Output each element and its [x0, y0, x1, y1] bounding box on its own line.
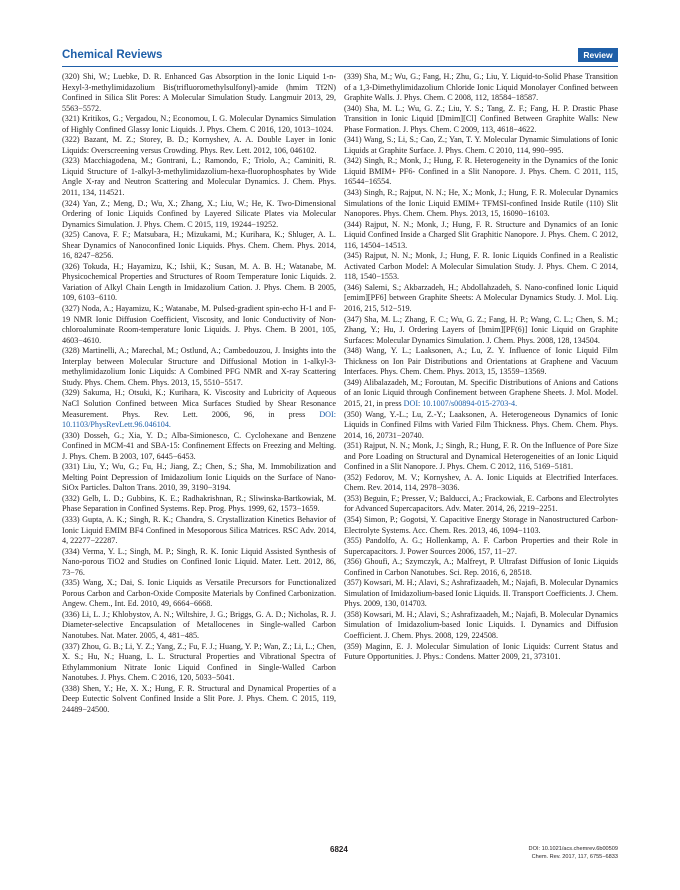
reference-329-text: (329) Sakuma, H.; Otsuki, K.; Kurihara, K. Viscosity and Lubricity of Aqueous NaCl Solution Confined between Mica Surfaces Studied by Shear Resonance Measurement. Phys. Rev. Lett. 2006, 96, in press — [62, 388, 336, 419]
reference-326: (326) Tokuda, H.; Hayamizu, K.; Ishii, K.; Susan, M. A. B. H.; Watanabe, M. Physicochemical Properties and Structures of Room Temperature Ionic Liquids. 2. Variation of Alkyl Chain Length in Imidazolium Cation. J. Phys. Chem. B 2005, 109, 6103−6110. — [62, 261, 336, 303]
doi-link-349[interactable]: DOI: 10.1007/s00894-015-2703-4. — [403, 398, 518, 408]
page-header — [62, 47, 618, 67]
reference-column-right — [344, 72, 618, 663]
reference-327: (327) Noda, A.; Hayamizu, K.; Watanabe, M. Pulsed-gradient spin-echo H-1 and F-19 NMR Ionic Diffusion Coefficient, Viscosity, and Ionic Conductivity of Non-chloroaluminate Room-temperature Ionic Liquids. J. Phys. Chem. B 2001, 105, 4603−4610. — [62, 304, 336, 345]
reference-331: (331) Liu, Y.; Wu, G.; Fu, H.; Jiang, Z.; Chen, S.; Sha, M. Immobilization and Melting Point Depression of Imidazolium Ionic Liquids on the Surface of Nano-SiOx Particles. Dalton Trans. 2010, 39, 3190−3194. — [62, 462, 336, 493]
reference-333: (333) Gupta, A. K.; Singh, R. K.; Chandra, S. Crystallization Kinetics Behavior of Ionic Liquid EMIM BF4 Confined in Mesoporous Silica Matrices. RSC Adv. 2014, 4, 22277−22287. — [62, 514, 336, 546]
footer-doi[interactable]: DOI: 10.1021/acs.chemrev.6b00509 — [528, 846, 618, 852]
reference-351: (351) Rajput, N. N.; Monk, J.; Singh, R.; Hung, F. R. On the Influence of Pore Size and Pore Loading on Structural and Dynamical Heterogeneities of an Ionic Liquid Confined in a Slit Nanopore. J. Phys. Chem. C 2012, 116, 5169−5181. — [344, 441, 618, 472]
reference-349-text: (349) Alibalazadeh, M.; Foroutan, M. Specific Distributions of Anions and Cations of an Ionic Liquid through Confinement between Graphene Sheets. J. Mol. Model. 2015, 21, in press — [344, 377, 618, 408]
reference-332: (332) Gelb, L. D.; Gubbins, K. E.; Radhakrishnan, R.; Sliwinska-Bartkowiak, M. Phase Separation in Confined Systems. Rep. Prog. Phys. 1999, 62, 1573−1659. — [62, 493, 336, 514]
reference-348: (348) Wang, Y. L.; Laaksonen, A.; Lu, Z. Y. Influence of Ionic Liquid Film Thickness on Ion Pair Distributions and Orientations at Graphene and Vacuum Interfaces. Phys. Chem. Chem. Phys. 2013, 15, 13559−13569. — [344, 346, 618, 377]
doi-link-329[interactable]: DOI: 10.1103/PhysRevLett.96.046104. — [62, 409, 337, 430]
reference-column-left — [62, 72, 336, 715]
reference-350: (350) Wang, Y.-L.; Lu, Z.-Y.; Laaksonen, A. Heterogeneous Dynamics of Ionic Liquids in Confined Films with Varied Film Thickness. Phys. Chem. Chem. Phys. 2014, 16, 20731−20740. — [344, 409, 618, 440]
header-rule — [62, 66, 618, 67]
reference-337: (337) Zhou, G. B.; Li, Y. Z.; Yang, Z.; Fu, F. J.; Huang, Y. P.; Wan, Z.; Li, L.; Chen, X. S.; Hu, N.; Huang, L. L. Structural Properties and Vibrational Spectra of Ethylammonium Nitrate Ionic Liquid Confined in Single-Walled Carbon Nanotubes. J. Phys. Chem. C 2016, 120, 5033−5041. — [62, 641, 336, 683]
reference-342: (342) Singh, R.; Monk, J.; Hung, F. R. Heterogeneity in the Dynamics of the Ionic Liquid BMIM+ PF6- Confined in a Slit Nanopore. J. Phys. Chem. C 2011, 115, 16544−16554. — [344, 156, 618, 187]
footer-citation: Chem. Rev. 2017, 117, 6755−6833 — [531, 854, 618, 860]
reference-323: (323) Macchiagodena, M.; Gontrani, L.; Ramondo, F.; Triolo, A.; Caminiti, R. Liquid Structure of 1-alkyl-3-methylimidazolium-hexa-fluorophosphates by Wide Angle X-ray and Neutron Scattering and Molecular Dynamics. J. Chem. Phys. 2011, 134, 114521. — [62, 156, 336, 198]
reference-320: (320) Shi, W.; Luebke, D. R. Enhanced Gas Absorption in the Ionic Liquid 1-n-Hexyl-3-methylimidazolium Bis(trifluoromethylsulfonyl)-amide (hmim Tf2N) Confined in Silica Slit Pores: A Molecular Simulation Study. Langmuir 2013, 29, 5563−5572. — [62, 72, 336, 113]
reference-328: (328) Martinelli, A.; Marechal, M.; Ostlund, A.; Cambedouzou, J. Insights into the Interplay between Molecular Structure and Diffusional Motion in 1-alkyl-3-methylimidazolium Ionic Liquids: A Combined PFG NMR and X-ray Scattering Study. Phys. Chem. Chem. Phys. 2013, 15, 5510−5517. — [62, 346, 336, 387]
reference-354: (354) Simon, P.; Gogotsi, Y. Capacitive Energy Storage in Nanostructured Carbon-Electrolyte Systems. Acc. Chem. Res. 2013, 46, 1094−1103. — [344, 514, 618, 535]
reference-322: (322) Bazant, M. Z.; Storey, B. D.; Kornyshev, A. A. Double Layer in Ionic Liquids: Overscreening versus Crowding. Phys. Rev. Lett. 2012, 106, 046102. — [62, 135, 336, 155]
reference-321: (321) Kritikos, G.; Vergadou, N.; Economou, I. G. Molecular Dynamics Simulation of Highly Confined Glassy Ionic Liquids. J. Phys. Chem. C 2016, 120, 1013−1024. — [62, 114, 336, 134]
reference-358: (358) Kowsari, M. H.; Alavi, S.; Ashrafizaadeh, M.; Najafi, B. Molecular Dynamics Simulation of Imidazolium-based Ionic Liquids. I. Dynamics and Diffusion Coefficient. J. Chem. Phys. 2008, 129, 224508. — [344, 609, 618, 640]
reference-330: (330) Dosseh, G.; Xia, Y. D.; Alba-Simionesco, C. Cyclohexane and Benzene Confined in MCM-41 and SBA-15: Confinement Effects on Freezing and Melting. J. Phys. Chem. B 2003, 107, 6445−6453. — [62, 430, 336, 461]
reference-336: (336) Li, L. J.; Khlobystov, A. N.; Wiltshire, J. G.; Briggs, G. A. D.; Nicholas, R. J. Diameter-selective Encapsulation of Metallocenes in Single-walled Carbon Nanotubes. Nat. Mater. 2005, 4, 481−485. — [62, 609, 336, 640]
reference-345: (345) Rajput, N. N.; Monk, J.; Hung, F. R. Ionic Liquids Confined in a Realistic Activated Carbon Model: A Molecular Simulation Study. J. Phys. Chem. C 2014, 118, 1540−1553. — [344, 251, 618, 282]
footer-citation-block — [529, 845, 618, 861]
reference-335: (335) Wang, X.; Dai, S. Ionic Liquids as Versatile Precursors for Functionalized Porous Carbon and Carbon-Oxide Composite Materials by Confined Carbonization. Angew. Chem., Int. Ed. 2010, 49, 6664−6668. — [62, 578, 336, 609]
reference-344: (344) Rajput, N. N.; Monk, J.; Hung, F. R. Structure and Dynamics of an Ionic Liquid Confined Inside a Charged Slit Graphitic Nanopore. J. Phys. Chem. C 2012, 116, 14504−14513. — [344, 219, 618, 250]
reference-339: (339) Sha, M.; Wu, G.; Fang, H.; Zhu, G.; Liu, Y. Liquid-to-Solid Phase Transition of a 1,3-Dimethylimidazolium Chloride Ionic Liquid Monolayer Confined between Graphite Walls. J. Phys. Chem. C 2008, 112, 18584−18587. — [344, 72, 618, 103]
reference-329 — [62, 388, 336, 430]
reference-325: (325) Canova, F. F.; Matsubara, H.; Mizukami, M.; Kurihara, K.; Shluger, A. L. Shear Dynamics of Nanoconfined Ionic Liquids. Phys. Chem. Chem. Phys. 2014, 16, 8247−8256. — [62, 230, 336, 261]
journal-title[interactable]: Chemical Reviews — [62, 49, 163, 61]
article-type-badge: Review — [578, 48, 618, 62]
reference-324: (324) Yan, Z.; Meng, D.; Wu, X.; Zhang, X.; Liu, W.; He, K. Two-Dimensional Ordering of Ionic Liquids Confined by Layered Silicate Plates via Molecular Dynamics Simulation. J. Phys. Chem. C 2015, 119, 19244−19252. — [62, 198, 336, 229]
reference-355: (355) Pandolfo, A. G.; Hollenkamp, A. F. Carbon Properties and their Role in Supercapacitors. J. Power Sources 2006, 157, 11−27. — [344, 536, 618, 556]
reference-346: (346) Salemi, S.; Akbarzadeh, H.; Abdollahzadeh, S. Nano-confined Ionic Liquid [emim][PF6] between Graphite Sheets: A Molecular Dynamics Study. J. Mol. Liq. 2016, 215, 512−519. — [344, 282, 618, 314]
reference-343: (343) Singh, R.; Rajput, N. N.; He, X.; Monk, J.; Hung, F. R. Molecular Dynamics Simulations of the Ionic Liquid EMIM+ TFMSI-confined Inside Rutile (110) Slit Nanopores. Phys. Chem. Chem. Phys. 2013, 15, 16090−16103. — [344, 188, 618, 219]
reference-334: (334) Verma, Y. L.; Singh, M. P.; Singh, R. K. Ionic Liquid Assisted Synthesis of Nano-porous TiO2 and Studies on Confined Ionic Liquid. Mater. Lett. 2012, 86, 73−76. — [62, 546, 336, 577]
reference-353: (353) Beguin, F.; Presser, V.; Balducci, A.; Frackowiak, E. Carbons and Electrolytes for Advanced Supercapacitors. Adv. Mater. 2014, 26, 2219−2251. — [344, 493, 618, 514]
reference-356: (356) Ghoufi, A.; Szymczyk, A.; Malfreyt, P. Ultrafast Diffusion of Ionic Liquids Confined in Carbon Nanotubes. Sci. Rep. 2016, 6, 28518. — [344, 557, 618, 577]
reference-349 — [344, 378, 618, 410]
reference-340: (340) Sha, M. L.; Wu, G. Z.; Liu, Y. S.; Tang, Z. F.; Fang, H. P. Drastic Phase Transition in Ionic Liquid [Dmim][Cl] Confined Between Graphite Walls: New Phase Formation. J. Phys. Chem. C 2009, 113, 4618−4622. — [344, 103, 618, 134]
reference-352: (352) Fedorov, M. V.; Kornyshev, A. A. Ionic Liquids at Electrified Interfaces. Chem. Rev. 2014, 114, 2978−3036. — [344, 472, 618, 493]
reference-347: (347) Sha, M. L.; Zhang, F. C.; Wu, G. Z.; Fang, H. P.; Wang, C. L.; Chen, S. M.; Zhang, Y.; Hu, J. Ordering Layers of [bmim][PF(6)] Ionic Liquid on Graphite Surfaces: Molecular Dynamics Simulation. J. Chem. Phys. 2008, 128, 134504. — [344, 314, 618, 345]
reference-359: (359) Maginn, E. J. Molecular Simulation of Ionic Liquids: Current Status and Future Opportunities. J. Phys.: Condens. Matter 2009, 21, 373101. — [344, 641, 618, 662]
reference-338: (338) Shen, Y.; He, X. X.; Hung, F. R. Structural and Dynamical Properties of a Deep Eutectic Solvent Confined Inside a Slit Pore. J. Phys. Chem. C 2015, 119, 24489−24500. — [62, 683, 336, 714]
page-number: 6824 — [330, 845, 348, 854]
reference-341: (341) Wang, S.; Li, S.; Cao, Z.; Yan, T. Y. Molecular Dynamic Simulations of Ionic Liquids at Graphite Surface. J. Phys. Chem. C 2010, 114, 990−995. — [344, 135, 618, 155]
reference-357: (357) Kowsari, M. H.; Alavi, S.; Ashrafizaadeh, M.; Najafi, B. Molecular Dynamics Simulation of Imidazolium-based Ionic Liquids. II. Transport Coefficients. J. Chem. Phys. 2009, 130, 014703. — [344, 578, 618, 609]
